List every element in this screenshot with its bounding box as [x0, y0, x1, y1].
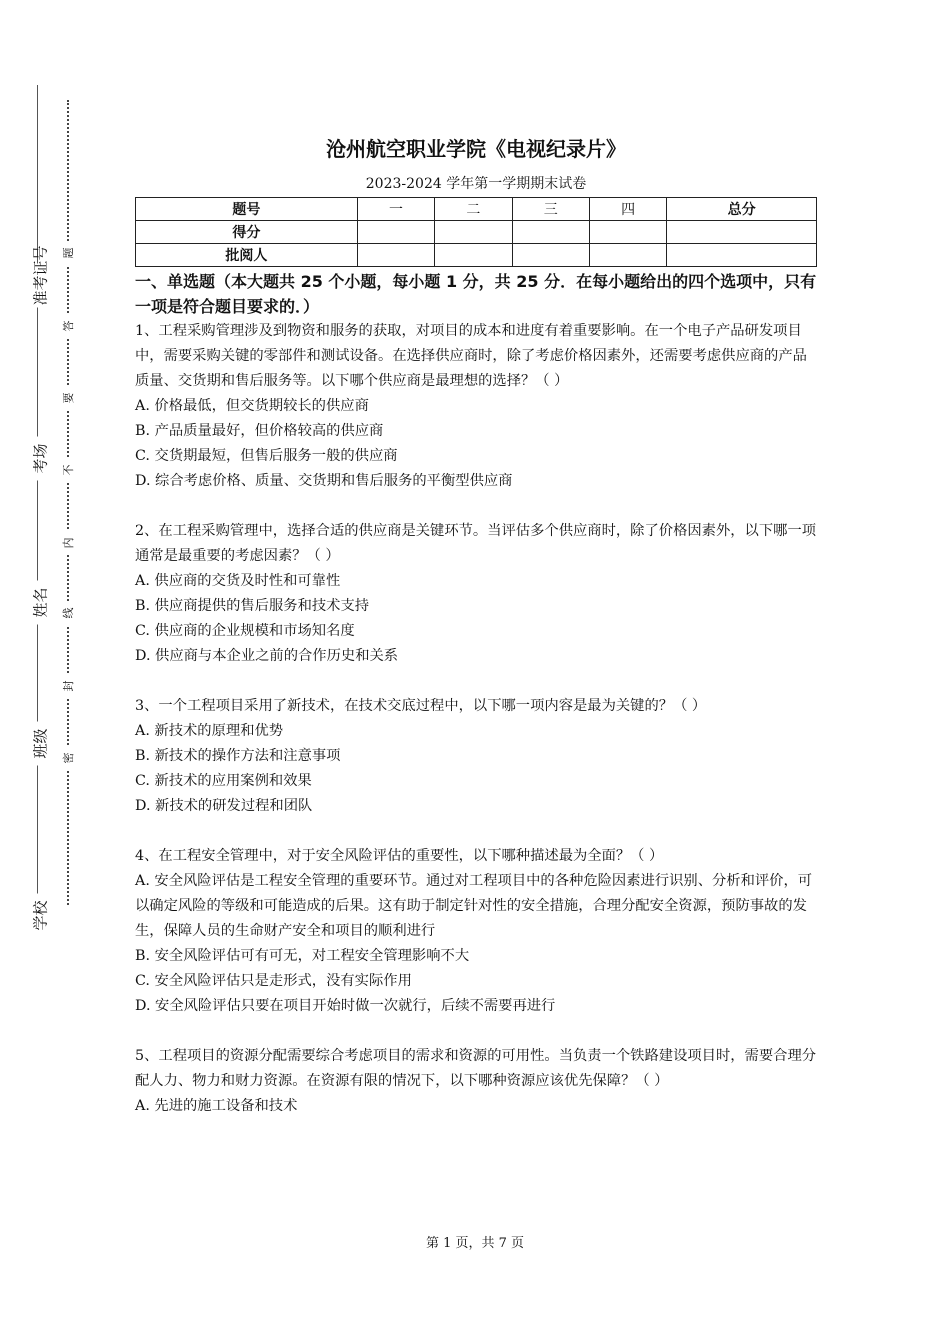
score-row: [136, 221, 817, 244]
seal-char: 封: [60, 674, 76, 698]
reviewer-cell[interactable]: [435, 244, 512, 267]
question-5: [135, 1044, 817, 1119]
page-title: 沧州航空职业学院《电视纪录片》: [326, 137, 626, 161]
score-cell[interactable]: [435, 221, 512, 244]
exam-subtitle: 2023-2024 学年第一学期期末试卷: [365, 176, 587, 192]
col-header: 一: [357, 198, 434, 221]
col-header: 三: [512, 198, 589, 221]
question-stem: 2、在工程采购管理中，选择合适的供应商是关键环节。当评估多个供应商时，除了价格因素外，以下哪一项通常是最重要的考虑因素？（ ）: [135, 523, 817, 564]
question-1: [135, 319, 817, 494]
binding-dotted-line: [67, 100, 69, 905]
option-b: B. 新技术的操作方法和注意事项: [135, 748, 341, 764]
score-cell[interactable]: [512, 221, 589, 244]
col-header: 二: [435, 198, 512, 221]
option-d: D. 新技术的研发过程和团队: [135, 798, 313, 814]
label-exam-number: 准考证号: [31, 245, 50, 306]
score-cell[interactable]: [357, 221, 434, 244]
option-d: D. 安全风险评估只要在项目开始时做一次就行，后续不需要再进行: [135, 998, 556, 1014]
question-2: [135, 519, 817, 669]
label-name: 姓名: [30, 581, 51, 625]
label-class: 班级: [30, 722, 51, 766]
option-b: B. 供应商提供的售后服务和技术支持: [135, 598, 370, 614]
question-3: [135, 694, 817, 819]
reviewer-cell[interactable]: [667, 244, 817, 267]
option-c: C. 供应商的企业规模和市场知名度: [135, 623, 355, 639]
reviewer-cell[interactable]: [589, 244, 666, 267]
col-header: 总分: [667, 198, 817, 221]
seal-char: 密: [60, 746, 76, 770]
label-exam-room: 考场: [30, 437, 51, 481]
option-d: D. 综合考虑价格、质量、交货期和售后服务的平衡型供应商: [135, 473, 513, 489]
col-header: 四: [589, 198, 666, 221]
option-a: A. 安全风险评估是工程安全管理的重要环节。通过对工程项目中的各种危险因素进行识别、分析和评价，可以确定风险的等级和可能造成的后果。这有助于制定针对性的安全措施，合理分配安全资源，预防事故的发生，保障人员的生命财产安全和项目的顺利进行: [135, 873, 813, 939]
option-b: B. 产品质量最好，但价格较高的供应商: [135, 423, 384, 439]
seal-char: 不: [60, 458, 76, 482]
page-footer: 第 1 页，共 7 页: [425, 1236, 525, 1251]
row-header: 批阅人: [136, 244, 358, 267]
option-c: C. 安全风险评估只是走形式，没有实际作用: [135, 973, 412, 989]
reviewer-cell[interactable]: [357, 244, 434, 267]
question-stem: 4、在工程安全管理中，对于安全风险评估的重要性，以下哪种描述最为全面？（ ）: [135, 848, 664, 864]
seal-char: 答: [60, 314, 76, 338]
row-header: 得分: [136, 221, 358, 244]
seal-char: 题: [60, 241, 76, 265]
score-cell[interactable]: [589, 221, 666, 244]
col-header: 题号: [136, 198, 358, 221]
option-a: A. 供应商的交货及时性和可靠性: [135, 573, 341, 589]
label-school: 学校: [30, 894, 51, 938]
reviewer-row: [136, 244, 817, 267]
binding-solid-line: [37, 85, 38, 905]
option-d: D. 供应商与本企业之前的合作历史和关系: [135, 648, 399, 664]
score-table-header-row: [136, 198, 817, 221]
seal-char: 线: [60, 601, 76, 625]
question-4: [135, 844, 817, 1019]
question-stem: 3、一个工程项目采用了新技术，在技术交底过程中，以下哪一项内容是最为关键的？（ ）: [135, 698, 707, 714]
binding-margin: [0, 0, 110, 1344]
section-heading: 一、单选题（本大题共 25 个小题，每小题 1 分，共 25 分．在每小题给出的四个选项中，只有一项是符合题目要求的．）: [135, 272, 817, 316]
seal-char: 要: [60, 386, 76, 410]
exam-content: [135, 125, 817, 1144]
option-a: A. 新技术的原理和优势: [135, 723, 284, 739]
option-c: C. 交货期最短，但售后服务一般的供应商: [135, 448, 398, 464]
score-cell[interactable]: [667, 221, 817, 244]
option-b: B. 安全风险评估可有可无，对工程安全管理影响不大: [135, 948, 470, 964]
question-stem: 1、工程采购管理涉及到物资和服务的获取，对项目的成本和进度有着重要影响。在一个电子产品研发项目中，需要采购关键的零部件和测试设备。在选择供应商时，除了考虑价格因素外，还需要考虑供应商的产品质量、交货期和售后服务等。以下哪个供应商是最理想的选择？（ ）: [135, 323, 807, 389]
option-c: C. 新技术的应用案例和效果: [135, 773, 312, 789]
score-table: [135, 197, 817, 267]
option-a: A. 价格最低，但交货期较长的供应商: [135, 398, 369, 414]
seal-char: 内: [60, 531, 76, 555]
option-a: A. 先进的施工设备和技术: [135, 1098, 298, 1114]
question-stem: 5、工程项目的资源分配需要综合考虑项目的需求和资源的可用性。当负责一个铁路建设项目时，需要合理分配人力、物力和财力资源。在资源有限的情况下，以下哪种资源应该优先保障？（ ）: [135, 1048, 817, 1089]
reviewer-cell[interactable]: [512, 244, 589, 267]
